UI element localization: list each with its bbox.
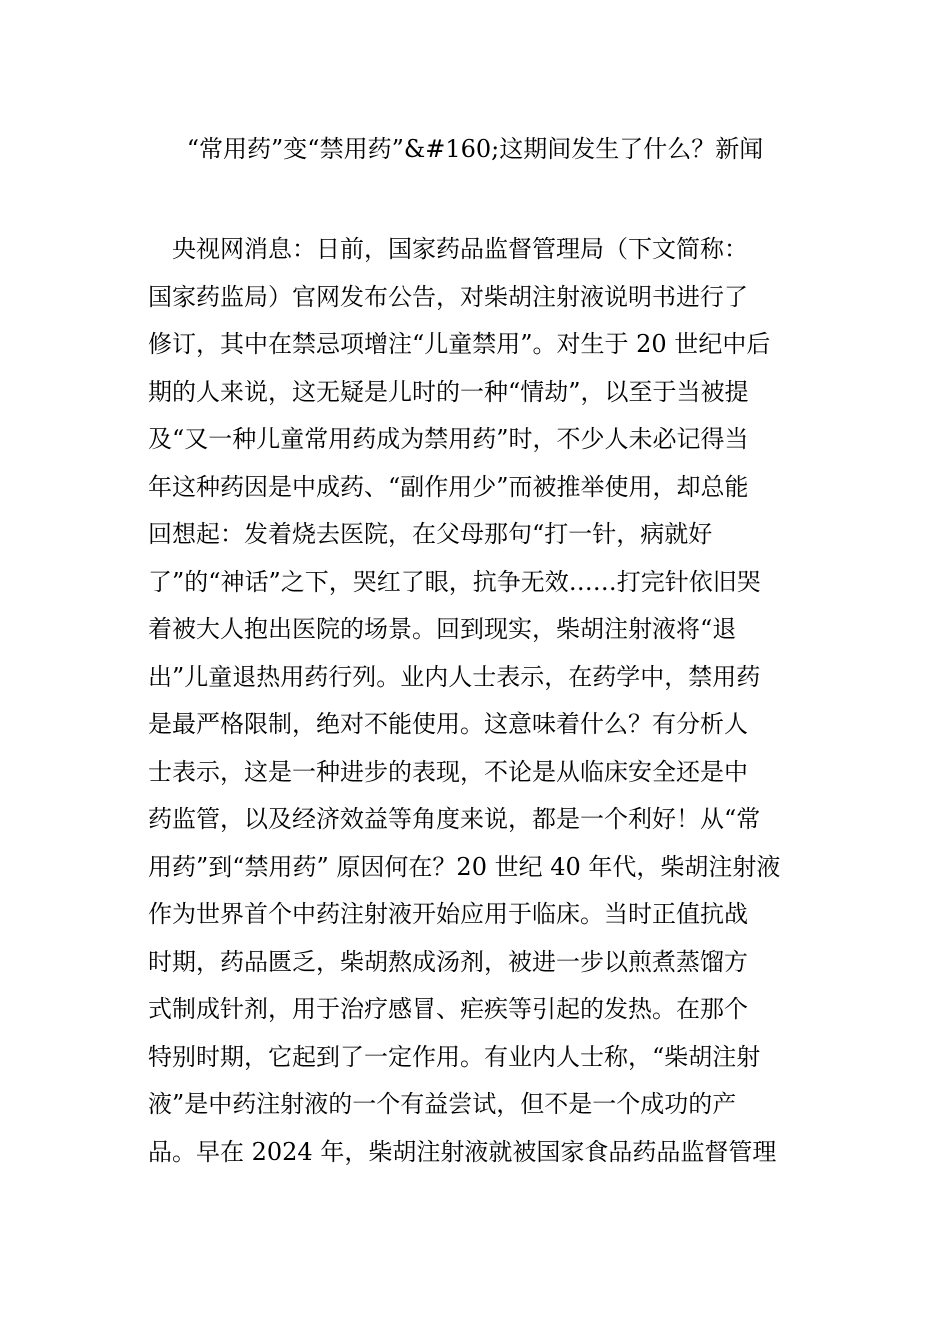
body-line: 作为世界首个中药注射液开始应用于临床。当时正值抗战 <box>148 900 748 928</box>
body-line: 品。早在 2024 年，柴胡注射液就被国家食品药品监督管理 <box>148 1137 777 1166</box>
body-line: 士表示，这是一种进步的表现，不论是从临床安全还是中 <box>148 757 748 786</box>
body-line: 出”儿童退热用药行列。业内人士表示，在药学中，禁用药 <box>148 662 761 691</box>
article-title: “常用药”变“禁用药”&#160;这期间发生了什么？新闻 <box>186 135 764 163</box>
body-line: 用药”到“禁用药” 原因何在？20 世纪 40 年代，柴胡注射液 <box>148 852 781 881</box>
body-line: 药监管，以及经济效益等角度来说，都是一个利好！从“常 <box>148 805 761 833</box>
body-line: 国家药监局）官网发布公告，对柴胡注射液说明书进行了 <box>148 282 748 311</box>
body-line: 年这种药因是中成药、“副作用少”而被推举使用，却总能 <box>148 472 749 501</box>
body-line: 了”的“神话”之下，哭红了眼，抗争无效……打完针依旧哭 <box>148 567 761 596</box>
body-line: 液”是中药注射液的一个有益尝试，但不是一个成功的产 <box>148 1090 737 1118</box>
body-line: 回想起：发着烧去医院，在父母那句“打一针，病就好 <box>148 520 713 548</box>
body-line: 着被大人抱出医院的场景。回到现实，柴胡注射液将“退 <box>148 615 737 643</box>
body-line: 时期，药品匮乏，柴胡熬成汤剂，被进一步以煎煮蒸馏方 <box>148 947 748 976</box>
body-line: 期的人来说，这无疑是儿时的一种“情劫”，以至于当被提 <box>148 377 749 406</box>
body-line: 特别时期，它起到了一定作用。有业内人士称，“柴胡注射 <box>148 1042 761 1071</box>
body-line: 央视网消息：日前，国家药品监督管理局（下文简称： <box>148 235 748 263</box>
body-line: 是最严格限制，绝对不能使用。这意味着什么？有分析人 <box>148 710 748 738</box>
body-line: 及“又一种儿童常用药成为禁用药”时，不少人未必记得当 <box>148 425 749 453</box>
body-line: 修订，其中在禁忌项增注“儿童禁用”。对生于 20 世纪中后 <box>148 330 771 358</box>
body-line: 式制成针剂，用于治疗感冒、疟疾等引起的发热。在那个 <box>148 995 748 1023</box>
article-body <box>148 226 808 1176</box>
